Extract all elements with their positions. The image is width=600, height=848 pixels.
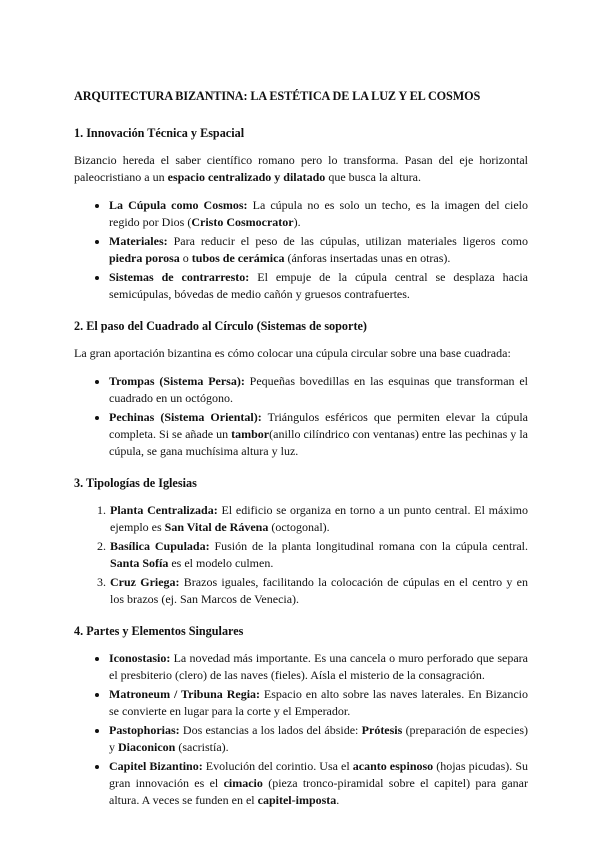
list-item: • Materiales: Para reducir el peso de las cúpulas, utilizan materiales ligeros como piedra porosa o tubos de cerámica (ánforas insertadas unas en otras). [109, 233, 528, 267]
list-item: • Capitel Bizantino: Evolución del corintio. Usa el acanto espinoso (hojas picudas). Su gran innovación es el cimacio (pieza tronco-piramidal sobre el capitel) para ganar altura. A veces se funden en el capitel-imposta. [109, 758, 528, 809]
section-innovacion [74, 126, 528, 303]
list-item: • Pechinas (Sistema Oriental): Triángulos esféricos que permiten elevar la cúpula completa. Si se añade un tambor(anillo cilíndrico con ventanas) entre las pechinas y la cúpula, se gana muchísima altura y luz. [109, 409, 528, 460]
numbered-list [74, 502, 528, 608]
bullet-list [74, 373, 528, 460]
paragraph: Bizancio hereda el saber científico romano pero lo transforma. Pasan del eje horizontal paleocristiano a un espacio centralizado y dilatado que busca la altura. [74, 153, 528, 184]
section-heading: 2. El paso del Cuadrado al Círculo (Sistemas de soporte) [74, 319, 367, 333]
section-heading: 4. Partes y Elementos Singulares [74, 624, 244, 638]
list-item: • Trompas (Sistema Persa): Pequeñas bovedillas en las esquinas que transforman el cuadrado en un octógono. [109, 373, 528, 407]
section-heading: 1. Innovación Técnica y Espacial [74, 126, 245, 140]
list-item: 1. Planta Centralizada: El edificio se organiza en torno a un punto central. El máximo ejemplo es San Vital de Rávena (octogonal). [109, 502, 528, 536]
list-item: • La Cúpula como Cosmos: La cúpula no es solo un techo, es la imagen del cielo regido por Dios (Cristo Cosmocrator). [109, 197, 528, 231]
section-partes [74, 624, 528, 809]
section-cuadrado-circulo [74, 319, 528, 460]
paragraph: La gran aportación bizantina es cómo colocar una cúpula circular sobre una base cuadrada: [74, 346, 511, 360]
bullet-list [74, 197, 528, 303]
list-item: 3. Cruz Griega: Brazos iguales, facilitando la colocación de cúpulas en el centro y en los brazos (ej. San Marcos de Venecia). [109, 574, 528, 608]
list-item: • Pastophorias: Dos estancias a los lados del ábside: Prótesis (preparación de especies) y Diaconicon (sacristía). [109, 722, 528, 756]
document-title: ARQUITECTURA BIZANTINA: LA ESTÉTICA DE LA LUZ Y EL COSMOS [74, 89, 481, 103]
list-item: • Iconostasio: La novedad más importante. Es una cancela o muro perforado que separa el presbiterio (clero) de las naves (fieles). Aísla el misterio de la consagración. [109, 650, 528, 684]
list-item: • Matroneum / Tribuna Regia: Espacio en alto sobre las naves laterales. En Bizancio se convierte en lugar para la corte y el Emperador. [109, 686, 528, 720]
bullet-list [74, 650, 528, 809]
section-tipologias [74, 476, 528, 608]
list-item: • Sistemas de contrarresto: El empuje de la cúpula central se desplaza hacia semicúpulas, bóvedas de medio cañón y gruesos contrafuertes. [109, 269, 528, 303]
section-heading: 3. Tipologías de Iglesias [74, 476, 197, 490]
list-item: 2. Basílica Cupulada: Fusión de la planta longitudinal romana con la cúpula central. Santa Sofía es el modelo culmen. [109, 538, 528, 572]
